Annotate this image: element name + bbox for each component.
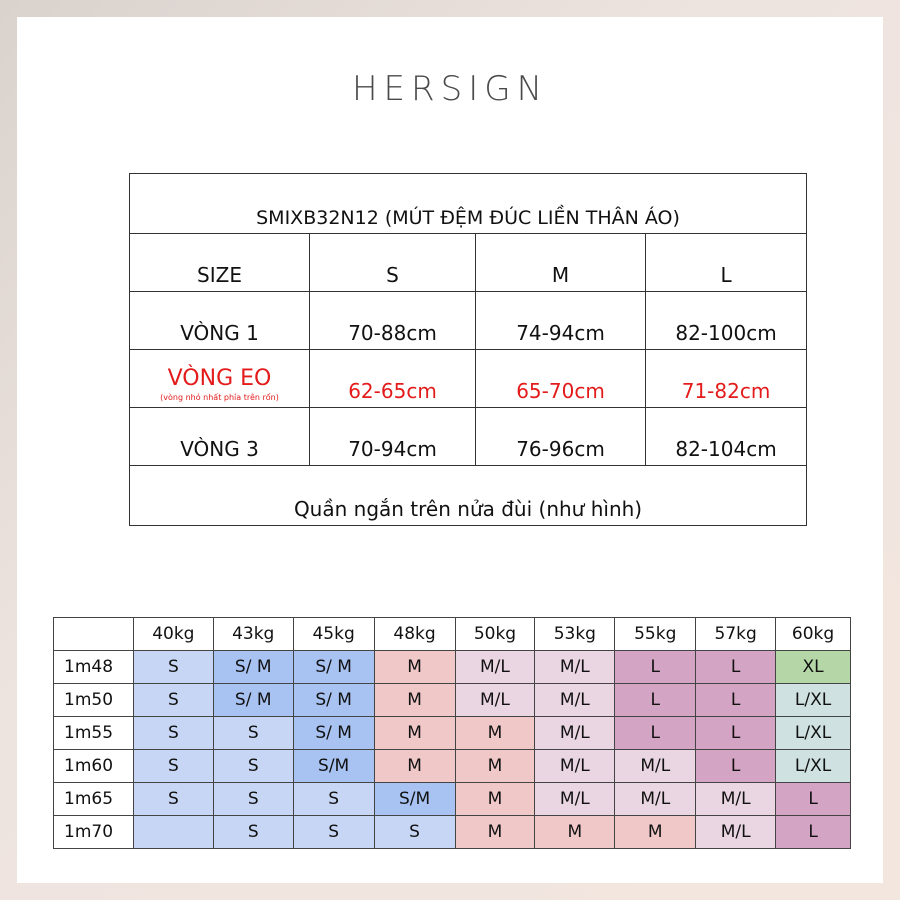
weight-header-row	[54, 618, 851, 651]
size-cell: S/ M	[213, 684, 293, 717]
size-cell: M	[455, 816, 535, 849]
size-cell: L	[696, 717, 776, 750]
size-cell: L	[696, 750, 776, 783]
size-cell: S	[213, 717, 293, 750]
row-label-vong3: VÒNG 3	[130, 408, 310, 466]
table-row	[54, 684, 851, 717]
weight-header: 50kg	[455, 618, 535, 651]
vong-eo-sublabel: (vòng nhỏ nhất phía trên rốn)	[160, 393, 279, 402]
size-cell: L	[776, 816, 851, 849]
size-cell: M/L	[535, 684, 615, 717]
vong3-s: 70-94cm	[310, 408, 476, 466]
size-header-m: M	[476, 234, 646, 292]
size-cell: L/XL	[776, 717, 851, 750]
size-cell: M/L	[535, 750, 615, 783]
size-cell: M/L	[696, 816, 776, 849]
height-label: 1m50	[54, 684, 134, 717]
size-cell: L	[615, 651, 696, 684]
size-cell: S	[133, 717, 213, 750]
size-cell: S/ M	[293, 684, 374, 717]
size-cell: M/L	[696, 783, 776, 816]
height-label: 1m70	[54, 816, 134, 849]
weight-header: 40kg	[133, 618, 213, 651]
size-cell: M	[455, 750, 535, 783]
height-label: 1m48	[54, 651, 134, 684]
size-cell: S	[293, 816, 374, 849]
size-cell: L	[696, 684, 776, 717]
size-cell: L/XL	[776, 684, 851, 717]
weight-header: 45kg	[293, 618, 374, 651]
size-cell: M/L	[535, 717, 615, 750]
table-row	[54, 651, 851, 684]
size-header-label: SIZE	[130, 234, 310, 292]
size-cell: M	[374, 651, 455, 684]
weight-header: 60kg	[776, 618, 851, 651]
height-weight-size-table	[53, 617, 851, 849]
size-cell: S	[213, 750, 293, 783]
size-cell: M/L	[615, 750, 696, 783]
size-cell: M/L	[455, 651, 535, 684]
size-cell: M	[455, 783, 535, 816]
vong1-l: 82-100cm	[646, 292, 807, 350]
size-cell: M	[535, 816, 615, 849]
size-cell	[133, 816, 213, 849]
size-cell: S	[213, 816, 293, 849]
size-cell: S/M	[374, 783, 455, 816]
brand-logo: HERSIGN	[351, 69, 549, 109]
product-title: SMIXB32N12 (MÚT ĐỆM ĐÚC LIỀN THÂN ÁO)	[130, 174, 807, 234]
size-cell: L	[615, 684, 696, 717]
product-note: Quần ngắn trên nửa đùi (như hình)	[130, 466, 807, 526]
table-row	[54, 816, 851, 849]
vong-eo-l: 71-82cm	[646, 350, 807, 408]
size-cell: S	[293, 783, 374, 816]
table-row	[54, 750, 851, 783]
row-label-vong1: VÒNG 1	[130, 292, 310, 350]
table-row	[54, 783, 851, 816]
size-header-l: L	[646, 234, 807, 292]
size-cell: S/ M	[293, 651, 374, 684]
size-cell: M/L	[535, 783, 615, 816]
weight-header: 53kg	[535, 618, 615, 651]
weight-header: 57kg	[696, 618, 776, 651]
row-label-vong-eo	[130, 350, 310, 408]
size-cell: M	[374, 750, 455, 783]
weight-header: 55kg	[615, 618, 696, 651]
size-cell: S	[374, 816, 455, 849]
size-cell: M/L	[535, 651, 615, 684]
size-cell: M	[374, 684, 455, 717]
size-measurement-table	[129, 173, 807, 526]
vong3-m: 76-96cm	[476, 408, 646, 466]
size-cell: L	[615, 717, 696, 750]
weight-header: 48kg	[374, 618, 455, 651]
table-row	[54, 717, 851, 750]
size-cell: S	[213, 783, 293, 816]
size-cell: S/ M	[293, 717, 374, 750]
size-cell: S	[133, 651, 213, 684]
size-cell: M/L	[455, 684, 535, 717]
vong3-l: 82-104cm	[646, 408, 807, 466]
vong-eo-label: VÒNG EO	[167, 366, 272, 391]
size-cell: XL	[776, 651, 851, 684]
size-cell: S/M	[293, 750, 374, 783]
height-label: 1m60	[54, 750, 134, 783]
vong1-s: 70-88cm	[310, 292, 476, 350]
vong-eo-s: 62-65cm	[310, 350, 476, 408]
weight-header: 43kg	[213, 618, 293, 651]
size-cell: S	[133, 783, 213, 816]
size-cell: L/XL	[776, 750, 851, 783]
size-cell: M	[374, 717, 455, 750]
size-cell: S	[133, 750, 213, 783]
size-chart-card	[17, 17, 883, 883]
vong-eo-m: 65-70cm	[476, 350, 646, 408]
size-cell: M/L	[615, 783, 696, 816]
height-label: 1m55	[54, 717, 134, 750]
size-cell: S/ M	[213, 651, 293, 684]
vong1-m: 74-94cm	[476, 292, 646, 350]
size-cell: S	[133, 684, 213, 717]
size-cell: L	[776, 783, 851, 816]
size-cell: M	[455, 717, 535, 750]
height-label: 1m65	[54, 783, 134, 816]
corner-cell	[54, 618, 134, 651]
size-cell: L	[696, 651, 776, 684]
size-header-s: S	[310, 234, 476, 292]
size-cell: M	[615, 816, 696, 849]
